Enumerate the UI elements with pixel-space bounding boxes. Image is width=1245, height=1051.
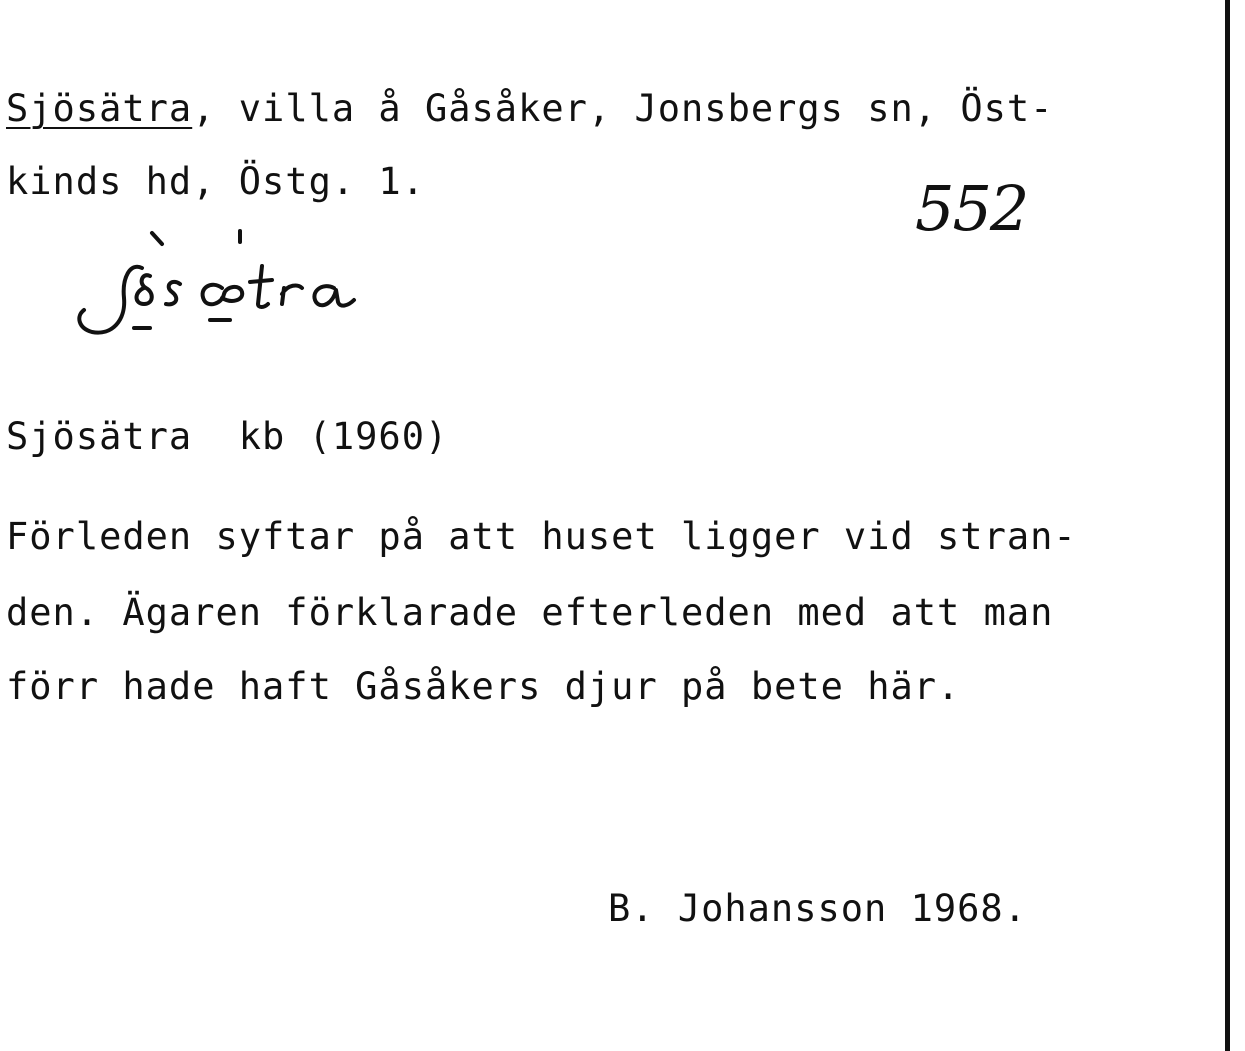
- letter-eight-like: [137, 275, 152, 304]
- record-line: Sjösätra kb (1960): [6, 415, 449, 458]
- letter-t: [250, 266, 272, 307]
- letter-r: [282, 286, 302, 304]
- body-line-2: den. Ägaren förklarade efterleden med att man: [6, 591, 1054, 634]
- handwritten-pronunciation: [72, 228, 392, 348]
- card-number: 552: [915, 172, 1028, 245]
- card-edge-rule: [1225, 0, 1230, 1051]
- place-description: , villa å Gåsåker, Jonsbergs sn, Öst-: [192, 87, 1054, 130]
- letter-ae: [203, 285, 243, 304]
- heading-line-1: [6, 87, 1054, 130]
- signature: B. Johansson 1968.: [608, 887, 1027, 930]
- body-line-1: Förleden syftar på att huset ligger vid stran-: [6, 515, 1077, 558]
- heading-line-2: kinds hd, Östg. 1.: [6, 160, 425, 203]
- letter-a: [314, 286, 354, 305]
- long-s-stroke: [79, 267, 142, 333]
- place-name: Sjösätra: [6, 87, 193, 130]
- accent-mark-grave: [152, 233, 162, 244]
- body-line-3: förr hade haft Gåsåkers djur på bete här.: [6, 665, 961, 708]
- letter-s: [166, 282, 180, 304]
